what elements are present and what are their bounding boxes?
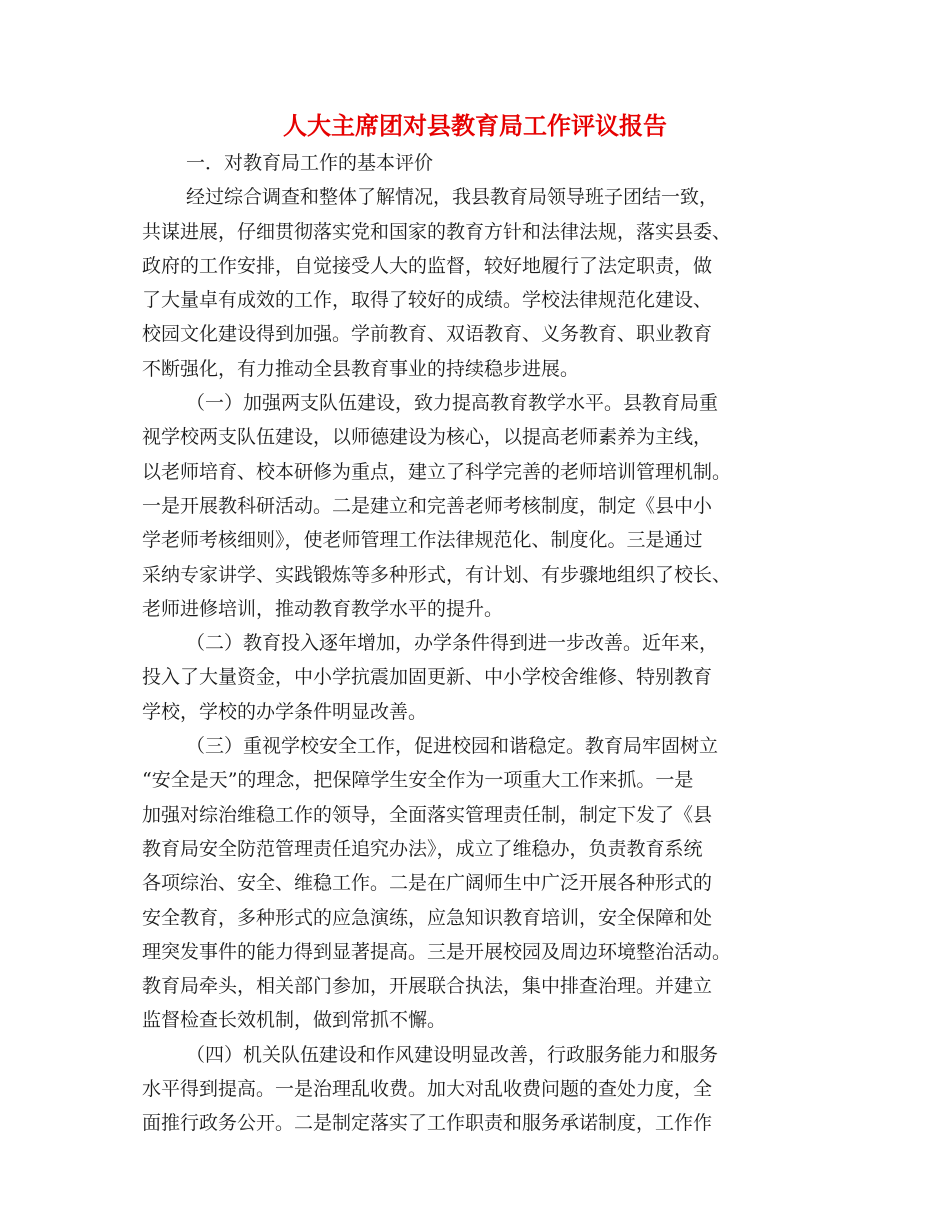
text-line: 加强对综治维稳工作的领导，全面落实管理责任制，制定下发了《县	[142, 803, 713, 826]
text-line: 教育局安全防范管理责任追究办法》，成立了维稳办，负责教育系统	[142, 837, 703, 860]
text-line: 一是开展教科研活动。二是建立和完善老师考核制度，制定《县中小	[142, 494, 713, 517]
text-line: 以老师培育、校本研修为重点，建立了科学完善的老师培训管理机制。	[142, 460, 732, 483]
text-line: 校园文化建设得到加强。学前教育、双语教育、义务教育、职业教育	[142, 323, 713, 346]
text-line: 安全教育，多种形式的应急演练，应急知识教育培训，安全保障和处	[142, 906, 713, 929]
text-line: 监督检查长效机制，做到常抓不懈。	[142, 1009, 447, 1032]
text-line: 学老师考核细则》，使老师管理工作法律规范化、制度化。三是通过	[142, 529, 703, 552]
text-line: 了大量卓有成效的工作，取得了较好的成绩。学校法律规范化建设、	[142, 289, 713, 312]
text-line: 理突发事件的能力得到显著提高。三是开展校园及周边环境整治活动。	[142, 940, 732, 963]
text-line: 教育局牵头，相关部门参加，开展联合执法，集中排查治理。并建立	[142, 975, 713, 998]
text-line: 不断强化，有力推动全县教育事业的持续稳步进展。	[142, 357, 580, 380]
text-line: 经过综合调查和整体了解情况，我县教育局领导班子团结一致，	[186, 186, 719, 209]
text-line: （二）教育投入逐年增加，办学条件得到进一步改善。近年来，	[186, 632, 719, 655]
text-line: 各项综治、安全、维稳工作。二是在广阔师生中广泛开展各种形式的	[142, 872, 713, 895]
text-line: 学校，学校的办学条件明显改善。	[142, 700, 428, 723]
text-line: 共谋进展，仔细贯彻落实党和国家的教育方针和法律法规，落实县委、	[142, 220, 732, 243]
document-body	[142, 146, 802, 1141]
text-line: “安全是天”的理念，把保障学生安全作为一项重大工作来抓。一是	[142, 769, 694, 792]
text-line: 一．对教育局工作的基本评价	[186, 152, 434, 174]
text-line: 视学校两支队伍建设，以师德建设为核心，以提高老师素养为主线，	[142, 426, 713, 449]
document-title: 人大主席团对县教育局工作评议报告	[283, 111, 667, 140]
text-line: 老师进修培训，推动教育教学水平的提升。	[142, 597, 504, 620]
text-line: 投入了大量资金，中小学抗震加固更新、中小学校舍维修、特别教育	[142, 666, 713, 689]
text-line: 政府的工作安排，自觉接受人大的监督，较好地履行了法定职责，做	[142, 254, 713, 277]
text-line: （三）重视学校安全工作，促进校园和谐稳定。教育局牢固树立	[186, 735, 719, 758]
text-line: 面推行政务公开。二是制定落实了工作职责和服务承诺制度，工作作	[142, 1112, 713, 1135]
text-line: 采纳专家讲学、实践锻炼等多种形式，有计划、有步骤地组织了校长、	[142, 563, 732, 586]
text-line: （四）机关队伍建设和作风建设明显改善，行政服务能力和服务	[186, 1043, 719, 1066]
text-line: （一）加强两支队伍建设，致力提高教育教学水平。县教育局重	[186, 392, 719, 415]
text-line: 水平得到提高。一是治理乱收费。加大对乱收费问题的查处力度，全	[142, 1078, 713, 1101]
